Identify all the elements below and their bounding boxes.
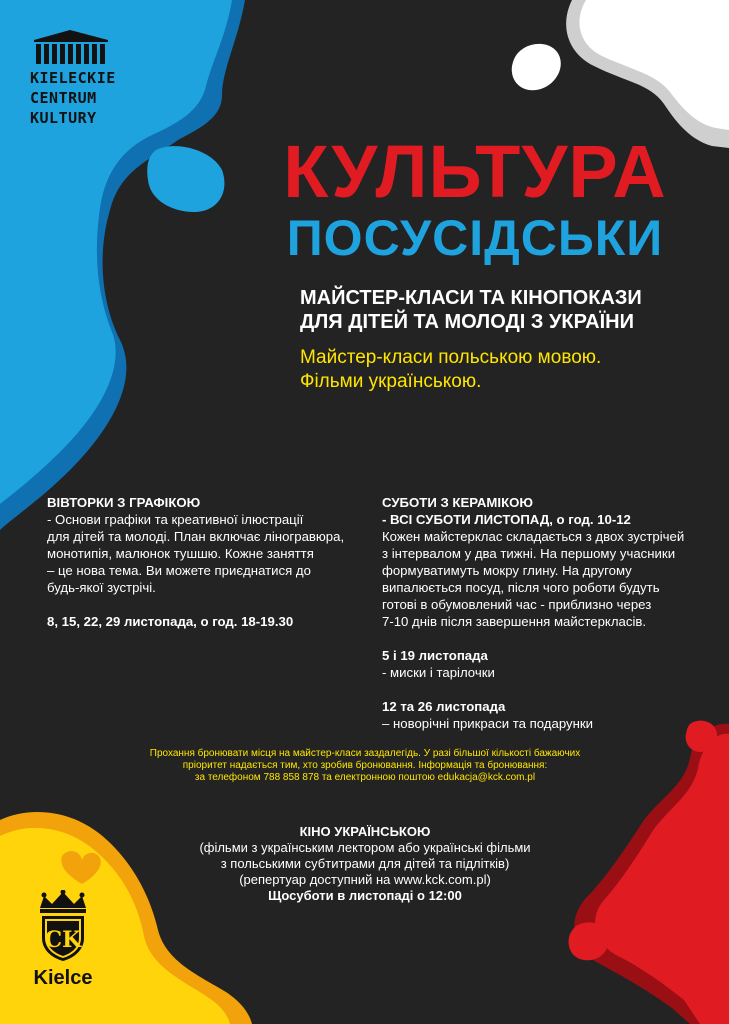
ceramics-line: з інтервалом у два тижні. На першому учасники — [382, 546, 676, 561]
language-note-line: Майстер-класи польською мовою. — [300, 347, 602, 368]
notice-line: пріоритет надається тим, хто зробив бронювання. Інформація та бронювання: — [182, 760, 548, 771]
title-sub: ПОСУСІДСЬКИ — [286, 210, 664, 266]
spacer — [382, 630, 712, 647]
title-main: КУЛЬТУРА — [283, 130, 667, 213]
cinema-section — [150, 824, 580, 904]
cinema-heading: КІНО УКРАЇНСЬКОЮ — [299, 824, 431, 839]
cinema-line: (фільми з українським лектором або українські фільми — [199, 840, 531, 855]
red-droplet — [569, 922, 609, 960]
subtitle — [300, 286, 700, 334]
ceramics-line: випалюється посуд, після чого роботи будуть — [382, 580, 660, 595]
ceramics-session2-topic: – новорічні прикраси та подарунки — [382, 716, 594, 731]
graphics-section — [47, 494, 347, 630]
white-droplet — [512, 44, 561, 90]
notice-line: Прохання бронювати місця на майстер-класи заздалегідь. У разі більшої кількості бажаючих — [149, 748, 581, 759]
cinema-line: (репертуар доступний на www.kck.com.pl) — [239, 872, 491, 887]
graphics-line: – це нова тема. Ви можете приєднатися до — [47, 563, 311, 578]
ceramics-section — [382, 494, 712, 732]
ceramics-line: готові в обумовлений час - приблизно через — [382, 597, 652, 612]
ceramics-heading: СУБОТИ З КЕРАМІКОЮ — [382, 495, 533, 510]
building-icon — [30, 26, 112, 66]
language-note-line: Фільми українською. — [300, 371, 482, 392]
graphics-line: будь-якої зустрічі. — [47, 580, 156, 595]
subtitle-line: МАЙСТЕР-КЛАСИ ТА КІНОПОКАЗИ — [300, 287, 642, 309]
ceramics-session1-topic: - миски і тарілочки — [382, 665, 495, 680]
graphics-heading: ВІВТОРКИ З ГРАФІКОЮ — [47, 495, 201, 510]
graphics-line: для дітей та молоді. План включає ліногравюра, — [47, 529, 345, 544]
cinema-schedule: Щосуботи в листопаді о 12:00 — [268, 888, 462, 903]
ceramics-subheading: - ВСІ СУБОТИ ЛИСТОПАД, о год. 10-12 — [382, 512, 631, 527]
kielce-logo — [28, 890, 98, 990]
crest-letters: CK — [44, 927, 82, 953]
kck-line: KULTURY — [30, 109, 97, 127]
ceramics-session2-dates: 12 та 26 листопада — [382, 699, 506, 714]
ceramics-session1-dates: 5 і 19 листопада — [382, 648, 488, 663]
subtitle-line: ДЛЯ ДІТЕЙ ТА МОЛОДІ З УКРАЇНИ — [300, 311, 634, 333]
kck-line: CENTRUM — [30, 89, 97, 107]
graphics-dates: 8, 15, 22, 29 листопада, о год. 18-19.30 — [47, 614, 294, 629]
ceramics-line: 7-10 днів після завершення майстеркласів. — [382, 614, 647, 629]
graphics-line: - Основи графіки та креативної ілюстрації — [47, 512, 304, 527]
spacer — [382, 681, 712, 698]
cinema-line: з польськими субтитрами для дітей та підлітків) — [220, 856, 510, 871]
kck-line: KIELECKIE — [30, 69, 116, 87]
blue-droplet — [147, 146, 224, 212]
kielce-wordmark: Kielce — [33, 967, 93, 989]
spacer — [47, 596, 347, 613]
language-note — [300, 346, 700, 394]
ceramics-line: Кожен майстерклас складається з двох зустрічей — [382, 529, 685, 544]
kck-logo — [30, 26, 120, 128]
booking-notice — [110, 748, 620, 784]
graphics-line: монотипія, малюнок тушшю. Кожне заняття — [47, 546, 314, 561]
kck-logo-text — [30, 68, 120, 128]
notice-line: за телефоном 788 858 878 та електронною поштою edukacja@kck.com.pl — [194, 772, 536, 783]
ceramics-line: формуватимуть мокру глину. На другому — [382, 563, 632, 578]
crown-crest-icon — [28, 890, 98, 962]
